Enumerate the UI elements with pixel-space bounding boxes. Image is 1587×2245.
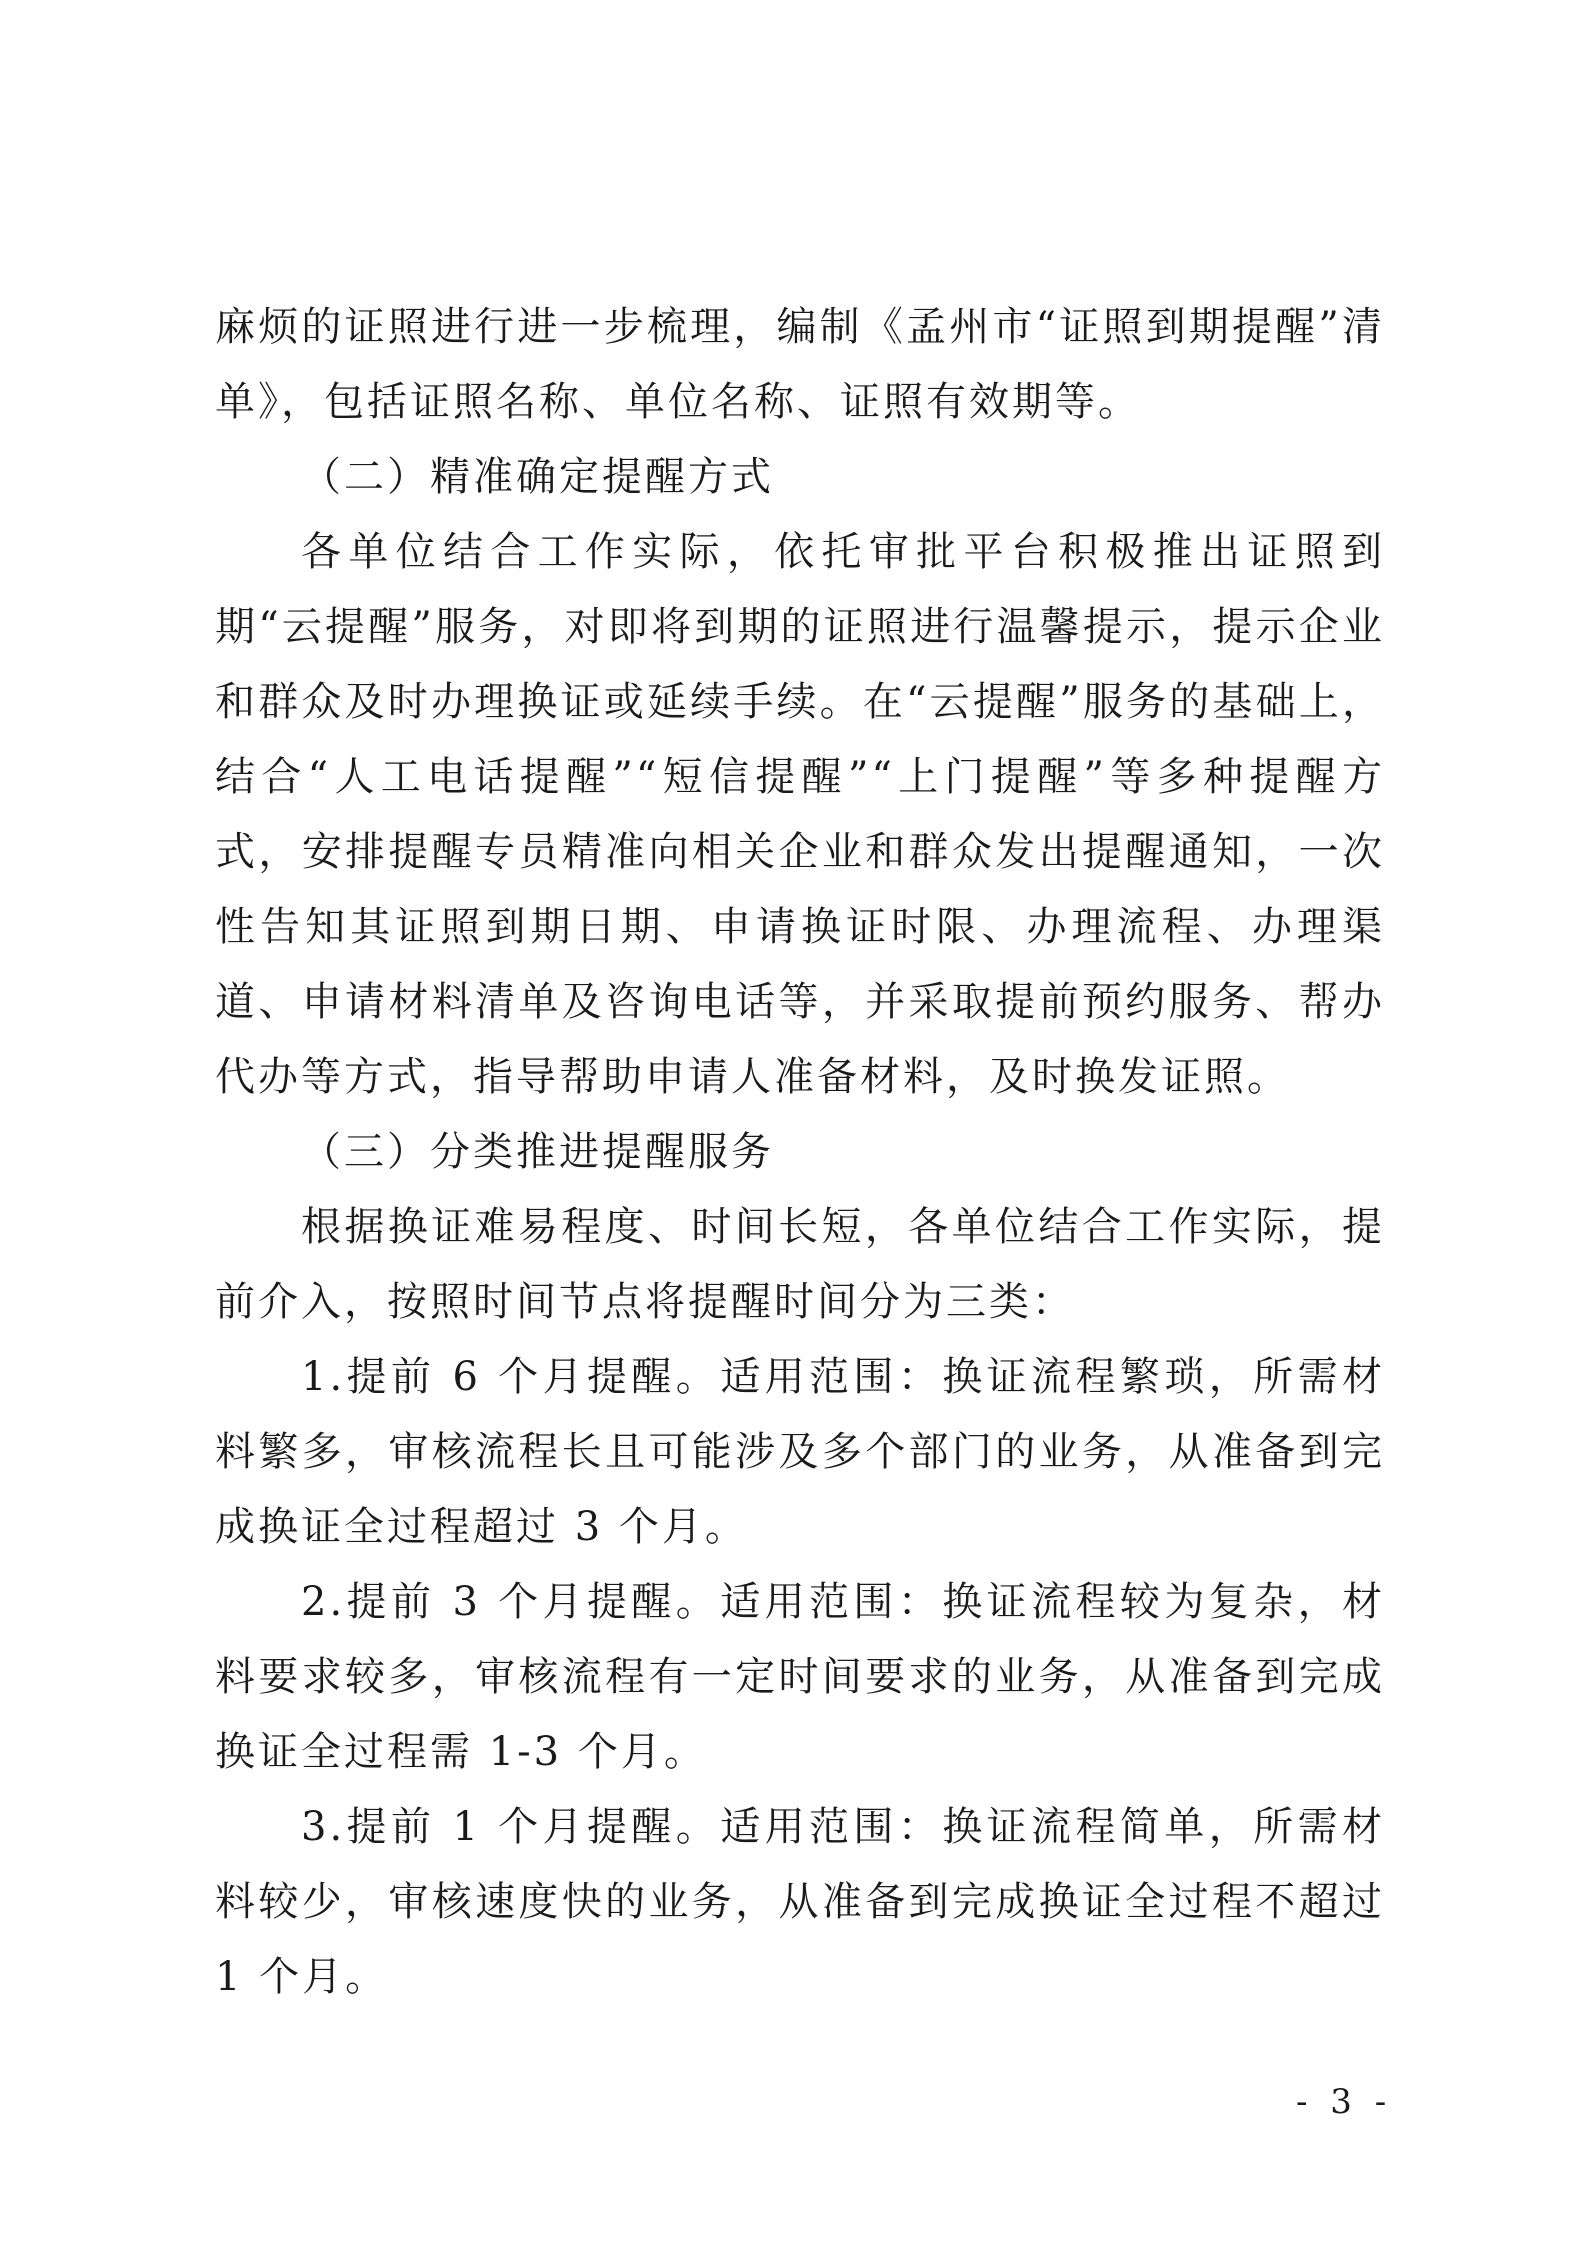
document-body (215, 290, 1385, 2015)
paragraph-classification: 根据换证难易程度、时间长短，各单位结合工作实际，提前介入，按照时间节点将提醒时间分为三类： (215, 1204, 1385, 1325)
paragraph-intro: 麻烦的证照进行进一步梳理，编制《孟州市“证照到期提醒”清单》，包括证照名称、单位名称、证照有效期等。 (215, 304, 1385, 425)
section-heading-3: （三）分类推进提醒服务 (301, 1129, 774, 1175)
paragraph-reminder-method: 各单位结合工作实际，依托审批平台积极推出证照到期“云提醒”服务，对即将到期的证照进行温馨提示，提示企业和群众及时办理换证或延续手续。在“云提醒”服务的基础上，结合“人工电话提醒”“短信提醒”“上门提醒”等多种提醒方式，安排提醒专员精准向相关企业和群众发出提醒通知，一次性告知其证照到期日期、申请换证时限、办理流程、办理渠道、申请材料清单及咨询电话等，并采取提前预约服务、帮办代办等方式，指导帮助申请人准备材料，及时换发证照。 (215, 529, 1385, 1100)
list-item-3-months: 2.提前 3 个月提醒。适用范围：换证流程较为复杂，材料要求较多，审核流程有一定时间要求的业务，从准备到完成换证全过程需 1-3 个月。 (215, 1579, 1385, 1775)
list-item-1-month: 3.提前 1 个月提醒。适用范围：换证流程简单，所需材料较少，审核速度快的业务，从准备到完成换证全过程不超过 1 个月。 (215, 1804, 1385, 2000)
page-number: - 3 - (1296, 2082, 1393, 2122)
section-heading-2: （二）精准确定提醒方式 (301, 454, 774, 500)
list-item-6-months: 1.提前 6 个月提醒。适用范围：换证流程繁琐，所需材料繁多，审核流程长且可能涉及多个部门的业务，从准备到完成换证全过程超过 3 个月。 (215, 1354, 1385, 1550)
